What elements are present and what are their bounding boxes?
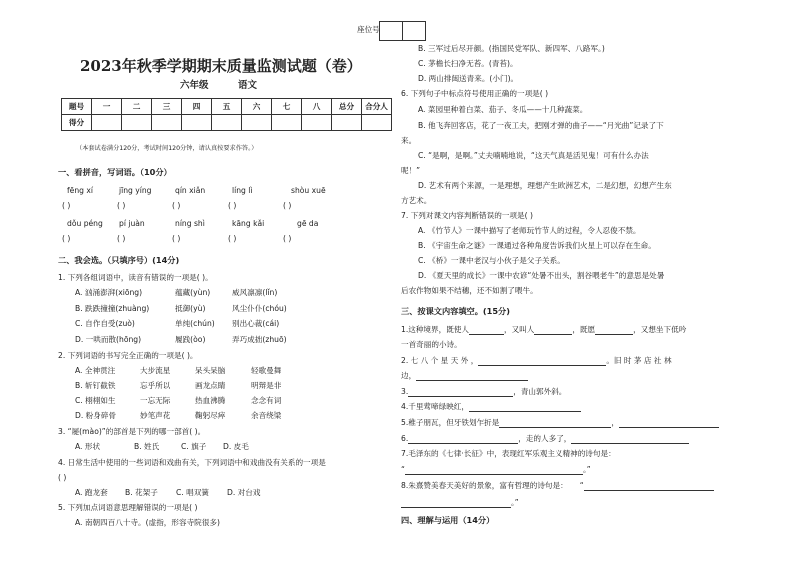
score-cell: 六	[242, 99, 272, 115]
score-input-cell[interactable]	[152, 115, 182, 131]
score-input-cell[interactable]	[92, 115, 122, 131]
pinyin: shòu xuē	[291, 186, 326, 195]
option: D. 粉身碎骨	[75, 411, 117, 420]
answer-paren[interactable]: ( )	[62, 201, 71, 210]
pinyin: jīng yíng	[119, 186, 152, 195]
option: D. 皮毛	[223, 442, 249, 451]
option: 明辩是非	[251, 381, 282, 390]
option: 呆头呆脑	[195, 366, 226, 375]
option: B. 花架子	[125, 488, 158, 497]
fill-text: 2. 七 八 个 星 天 外 ，	[401, 356, 479, 365]
score-input-cell[interactable]	[332, 115, 362, 131]
option: 妙笔声花	[140, 411, 171, 420]
option: 余音绕梁	[251, 411, 282, 420]
pinyin: kāng kǎi	[232, 219, 265, 228]
option: 大步流星	[140, 366, 171, 375]
option: A. 汹涌澎湃(xiōng)	[75, 288, 143, 297]
score-input-cell[interactable]	[272, 115, 302, 131]
exam-note: （本套试卷满分120分，考试时间120分钟，请认真按要求作答。）	[76, 145, 258, 152]
answer-blank[interactable]	[478, 365, 606, 366]
answer-paren[interactable]: ( )	[117, 201, 126, 210]
fill-7: 7.毛泽东的《七律·长征》中，表现红军乐观主义精神的诗句是：	[401, 449, 616, 458]
score-cell: 题号	[62, 99, 92, 115]
fill-text: ，又想坐下低吟	[633, 325, 687, 334]
score-row-label: 得分	[62, 115, 92, 131]
score-cell: 八	[302, 99, 332, 115]
fill-6	[401, 434, 689, 444]
fill-text: 3.	[401, 387, 409, 396]
score-input-cell[interactable]	[212, 115, 242, 131]
option: B. 斩钉截铁	[75, 381, 116, 390]
question-5: 5. 下列加点词语意思理解错误的一项是( )	[58, 503, 198, 512]
option: B. 他飞奔回客店，花了一夜工夫，把刚才弹的曲子——“月光曲”记录了下	[418, 121, 664, 130]
option-continued: 来。	[401, 136, 417, 145]
score-input-cell[interactable]	[302, 115, 332, 131]
option: D. 《夏天里的成长》一课中农谚“处暑不出头，割谷喂老牛”的意思是处暑	[418, 271, 665, 280]
score-input-cell[interactable]	[362, 115, 392, 131]
fill-2-cont	[401, 371, 528, 381]
answer-blank[interactable]	[408, 443, 518, 444]
score-cell: 七	[272, 99, 302, 115]
fill-text: 。旧 时 茅 店 社 林	[606, 356, 672, 365]
option: D. 对台戏	[227, 488, 261, 497]
pinyin: qín xiǎn	[175, 186, 206, 195]
option: 抵御(yù)	[175, 304, 206, 313]
section3-heading: 三、按课文内容填空。(15分)	[401, 306, 510, 316]
answer-paren[interactable]: ( )	[117, 234, 126, 243]
option: 忘乎所以	[140, 381, 171, 390]
answer-blank[interactable]	[584, 490, 714, 491]
fill-5: 5.稚子朋瓦，但牙铁划乍折是 ，	[401, 418, 719, 428]
pinyin: gē da	[297, 219, 319, 228]
option: B. 《宇宙生命之谜》一课通过各种角度告诉我们火星上可以存在生命。	[418, 241, 656, 250]
option: 弄巧成拙(zhuō)	[232, 335, 287, 344]
pinyin: dǒu péng	[67, 219, 103, 228]
option: 蕴藏(yùn)	[175, 288, 211, 297]
option: D. 一哄而散(hōng)	[75, 335, 142, 344]
answer-paren[interactable]: ( )	[228, 201, 237, 210]
seat-label: 座位号	[357, 25, 380, 34]
fill-2	[401, 356, 672, 366]
score-cell: 二	[122, 99, 152, 115]
pinyin: pí juàn	[119, 219, 145, 228]
option: 风尘仆仆(chóu)	[232, 304, 287, 313]
fill-text: 6.	[401, 434, 409, 443]
question-1: 1. 下列各组词语中，读音有错误的一项是( )。	[58, 273, 213, 282]
question-7: 7. 下列对课文内容判断错误的一项是( )	[401, 211, 533, 220]
option: A. 全神贯注	[75, 366, 116, 375]
seat-box-1[interactable]	[379, 21, 403, 41]
question-4-paren[interactable]: ( )	[58, 473, 67, 482]
score-input-cell[interactable]	[242, 115, 272, 131]
score-cell: 总分	[332, 99, 362, 115]
answer-blank[interactable]	[416, 380, 528, 381]
answer-paren[interactable]: ( )	[62, 234, 71, 243]
answer-blank[interactable]	[469, 411, 581, 412]
pinyin: níng shì	[175, 219, 205, 228]
option: 履践(òo)	[175, 335, 206, 344]
grade-label: 六年级	[180, 80, 209, 91]
option-continued: 呢！”	[401, 166, 421, 175]
fill-1-cont: 一首奇丽的小诗。	[401, 340, 462, 349]
score-cell: 合分人	[362, 99, 392, 115]
question-3: 3. “屣(mào)”的部首是下列的哪一部首( )。	[58, 427, 206, 436]
option: A. 菜园里种着白菜、茄子、冬瓜——十几种蔬菜。	[418, 105, 588, 114]
option: A. 跑龙套	[75, 488, 108, 497]
fill-8: 8.朱熹赞美春天美好的景象，富有哲理的诗句是： “	[401, 481, 714, 491]
fill-text: 边，	[401, 371, 417, 380]
answer-blank[interactable]	[469, 334, 504, 335]
fill-7-cont: “ 。”	[401, 465, 591, 474]
score-input-cell[interactable]	[182, 115, 212, 131]
option: A. 形状	[75, 442, 101, 451]
option: 鞠躬尽瘁	[195, 411, 226, 420]
answer-blank[interactable]	[499, 427, 611, 428]
answer-blank[interactable]	[619, 427, 719, 428]
fill-text: 4.千里莺啼绿映红，	[401, 402, 469, 411]
score-table-header-row	[62, 99, 392, 115]
fill-4	[401, 402, 581, 412]
answer-blank[interactable]	[401, 507, 511, 508]
fill-text: ，走的人多了，	[518, 434, 572, 443]
option: B. 三军过后尽开颜。(指国民党军队、新四军、八路军。)	[418, 44, 605, 53]
score-cell: 五	[212, 99, 242, 115]
option: C. “是啊，是啊。”丈夫喃喃地说，“这天气真是活见鬼！可有什么办法	[418, 151, 649, 160]
section4-heading: 四、理解与运用（14分）	[401, 515, 495, 525]
option-continued: 后农作物如果不结穗，还不如割了喂牛。	[401, 286, 538, 295]
option: 威风凛凛(lǐn)	[232, 288, 278, 297]
option: 热血沸腾	[195, 396, 226, 405]
answer-paren[interactable]: ( )	[172, 201, 181, 210]
fill-text: 5.稚子朋瓦，但牙铁划乍折是	[401, 418, 500, 427]
option: D. 两山排闼送青来。(小门)。	[418, 74, 519, 83]
score-table	[61, 98, 392, 131]
score-cell: 四	[182, 99, 212, 115]
fill-1	[401, 325, 686, 335]
option: B. 跌跌撞撞(zhuàng)	[75, 304, 150, 313]
answer-blank[interactable]	[595, 334, 633, 335]
section1-heading: 一、看拼音，写词语。（10分）	[58, 167, 172, 177]
score-table-score-row	[62, 115, 392, 131]
question-6: 6. 下列句子中标点符号使用正确的一项是( )	[401, 89, 549, 98]
answer-paren[interactable]: ( )	[283, 234, 292, 243]
option: C. 唱双簧	[176, 488, 209, 497]
question-4: 4. 日常生活中使用的一些词语和戏曲有关，下列词语中和戏曲没有关系的一项是	[58, 458, 326, 467]
option: C. 旗子	[181, 442, 207, 451]
score-cell: 三	[152, 99, 182, 115]
option: C. 自作自受(zuò)	[75, 319, 135, 328]
answer-paren[interactable]: ( )	[283, 201, 292, 210]
option: 一忘无际	[140, 396, 171, 405]
option: 画龙点睛	[195, 381, 226, 390]
fill-3	[401, 387, 566, 397]
fill-text: 8.朱熹赞美春天美好的景象，富有哲理的诗句是：	[401, 481, 568, 490]
section2-heading: 二、我会选。（只填序号）(14分)	[58, 255, 180, 265]
option: D. 艺术有两个来源，一是理想，理想产生欧洲艺术，二是幻想，幻想产生东	[418, 181, 672, 190]
option: A. 南朝四百八十寺。(虚指，形容寺院很多)	[75, 518, 220, 527]
answer-blank[interactable]	[405, 474, 583, 475]
score-cell: 一	[92, 99, 122, 115]
option: 轻歌曼舞	[251, 366, 282, 375]
question-2: 2. 下列词语的书写完全正确的一项是( )。	[58, 351, 198, 360]
option: A. 《竹节人》一课中描写了老师玩竹节人的过程，令人忍俊不禁。	[418, 226, 641, 235]
pinyin: líng lì	[232, 186, 253, 195]
option: 单纯(chún)	[175, 319, 215, 328]
option: C. 茅檐长扫净无苔。(青苔)。	[418, 59, 518, 68]
fill-8-cont: 。”	[401, 498, 519, 508]
subject-label: 语文	[238, 80, 258, 91]
answer-paren[interactable]: ( )	[172, 234, 181, 243]
answer-blank[interactable]	[571, 443, 689, 444]
score-input-cell[interactable]	[122, 115, 152, 131]
fill-text: ，青山郭外斜。	[513, 387, 567, 396]
fill-text: 1.这种境界，既使人	[401, 325, 469, 334]
answer-blank[interactable]	[408, 396, 513, 397]
option: 念念有词	[251, 396, 282, 405]
option-continued: 方艺术。	[401, 196, 432, 205]
fill-text: ，既愿	[572, 325, 596, 334]
fill-text: ，又叫人	[504, 325, 535, 334]
page-title: 2023年秋季学期期末质量监测试题（卷）	[80, 57, 362, 75]
option: 别出心裁(cái)	[232, 319, 280, 328]
pinyin: fēng xí	[67, 186, 93, 195]
answer-blank[interactable]	[534, 334, 572, 335]
option: C. 《桥》一课中老汉与小伙子是父子关系。	[418, 256, 565, 265]
option: B. 姓氏	[134, 442, 160, 451]
option: C. 栩栩如生	[75, 396, 116, 405]
seat-box-2[interactable]	[402, 21, 426, 41]
answer-paren[interactable]: ( )	[228, 234, 237, 243]
